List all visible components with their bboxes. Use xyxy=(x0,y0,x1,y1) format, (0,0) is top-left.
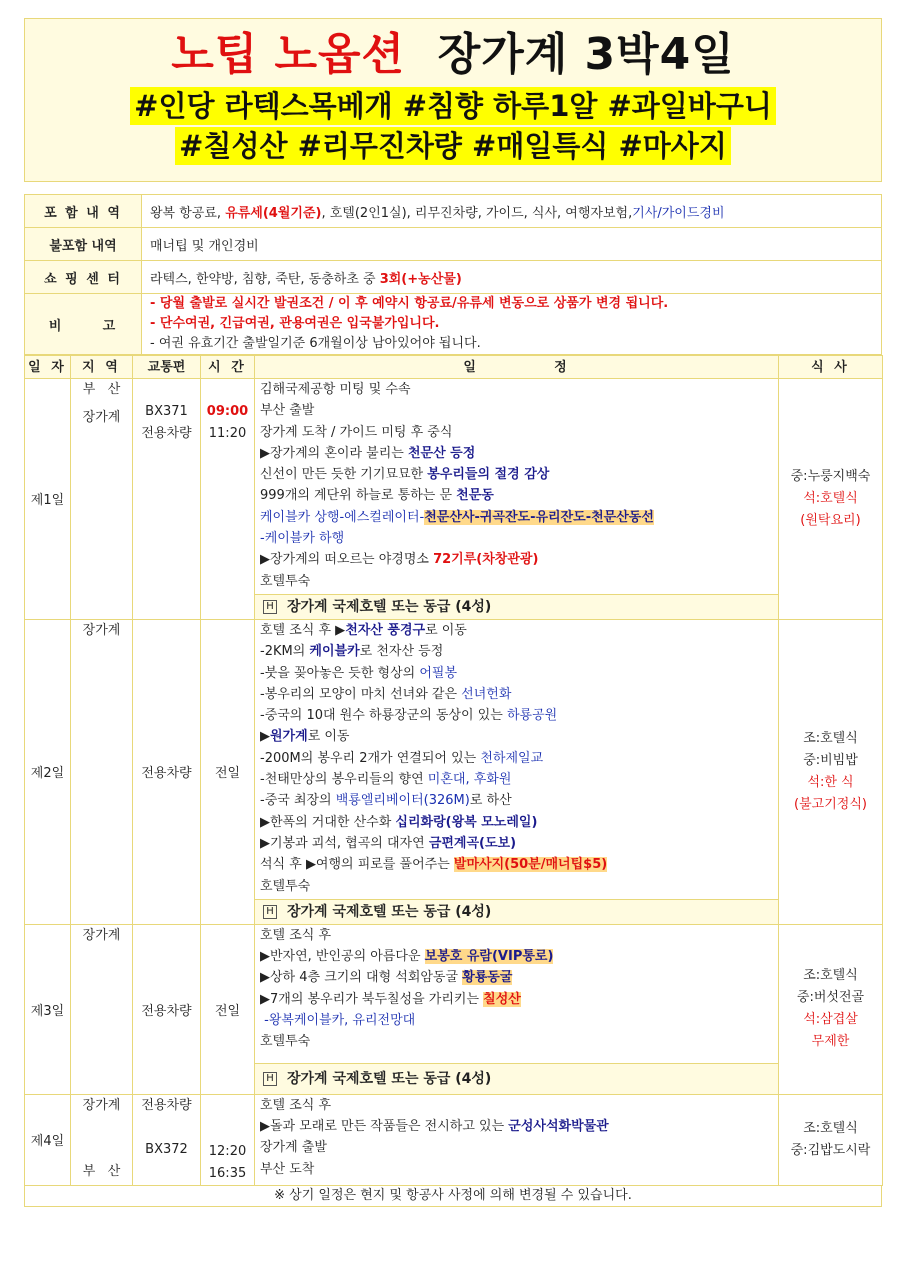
title-black: 장가계 3박4일 xyxy=(437,29,735,80)
itinerary-cell xyxy=(255,379,779,620)
txt: -붓을 꽂아놓은 듯한 형상의 xyxy=(260,665,420,681)
incl-c: , 호텔(2인1실), 리무진차량, 가이드, 식사, 여행자보험, xyxy=(321,205,633,221)
itin-line: 호텔 조식 후 xyxy=(260,927,332,943)
txt: 로 이동 xyxy=(307,729,350,745)
schedule-header xyxy=(25,356,883,379)
col-region: 지 역 xyxy=(71,356,133,379)
schedule-table xyxy=(24,355,883,1186)
col-time: 시 간 xyxy=(201,356,255,379)
shopping-value xyxy=(142,261,882,294)
txt: 호텔 조식 후 ▶ xyxy=(260,622,346,638)
meal: 조:호텔식 xyxy=(803,1120,858,1136)
itin-line: 장가계 도착 / 가이드 미팅 후 중식 xyxy=(260,424,453,440)
highlight: 발마사지(50분/매너팁$5) xyxy=(453,857,608,873)
hotel-name: 장가계 국제호텔 또는 동급 (4성) xyxy=(287,903,492,920)
info-table xyxy=(24,194,882,355)
hotel-row xyxy=(255,594,778,619)
itin-line xyxy=(255,967,778,988)
highlight: 천문동 xyxy=(456,488,494,504)
excluded-row xyxy=(25,228,882,261)
region: 부 산 xyxy=(82,1163,121,1179)
day-label: 제3일 xyxy=(25,924,71,1094)
highlight: 선녀헌화 xyxy=(461,686,512,702)
txt: 로 천자산 등정 xyxy=(359,644,444,660)
note-2: - 단수여권, 긴급여권, 관용여권은 입국불가입니다. xyxy=(150,316,440,331)
excluded-value: 매너팁 및 개인경비 xyxy=(142,228,882,261)
txt: -200M의 봉우리 2개가 연결되어 있는 xyxy=(260,750,481,766)
highlight: 백룡엘리베이터 xyxy=(335,793,424,809)
txt: 999개의 계단위 하늘로 통하는 문 xyxy=(260,488,457,504)
flight-number: BX372 xyxy=(145,1141,188,1157)
note-1: - 당월 출발로 실시간 발권조건 / 이 후 예약시 항공료/유류세 변동으로 상품가 변경 됩니다. xyxy=(150,296,669,311)
txt: 석식 후 ▶여행의 피로를 풀어주는 xyxy=(260,857,454,873)
itin-line xyxy=(255,620,778,641)
flight-number: BX371 xyxy=(145,404,188,419)
notes-label: 비 고 xyxy=(25,294,142,355)
time-cell xyxy=(201,1094,255,1185)
txt: ▶7개의 봉우리가 북두칠성을 가리키는 xyxy=(260,991,484,1007)
highlight: 금편계곡(도보) xyxy=(428,835,517,851)
meal: 중:버섯전골 xyxy=(796,990,865,1006)
highlight: 천하제일교 xyxy=(480,750,544,766)
highlight: (326M) xyxy=(423,793,470,809)
shop-a: 라텍스, 한약방, 침향, 죽탄, 동충하초 중 xyxy=(150,271,380,287)
txt: ▶한폭의 거대한 산수화 xyxy=(260,814,396,830)
hotel-row xyxy=(255,1063,778,1094)
highlight: 칠성산 xyxy=(483,991,521,1007)
col-transport: 교통편 xyxy=(133,356,201,379)
meal-cell xyxy=(779,619,883,924)
included-row xyxy=(25,195,882,228)
time-cell xyxy=(201,379,255,620)
itin-line xyxy=(255,1116,778,1137)
itin-line: -케이블카 하행 xyxy=(260,531,345,547)
itin-line xyxy=(255,641,778,662)
meal-cell xyxy=(779,379,883,620)
col-meal: 식 사 xyxy=(779,356,883,379)
arrival-time: 11:20 xyxy=(208,426,247,441)
txt: ▶반자연, 반인공의 아름다운 xyxy=(260,949,425,965)
itin-line xyxy=(255,507,778,528)
itin-line xyxy=(255,946,778,967)
itin-line: 호텔투숙 xyxy=(260,878,311,894)
txt: ▶돌과 모래로 만든 작품들은 전시하고 있는 xyxy=(260,1118,509,1134)
highlight: 봉우리들의 절경 감상 xyxy=(427,467,550,483)
itin-line xyxy=(255,663,778,684)
meal: 조:호텔식 xyxy=(803,968,858,984)
region: 장가계 xyxy=(82,410,121,425)
txt: 케이블카 상행-에스컬레이터- xyxy=(260,509,425,525)
itin-line xyxy=(255,443,778,464)
txt: ▶장가계의 혼이라 불리는 xyxy=(260,445,408,461)
itin-line xyxy=(255,485,778,506)
time: 전일 xyxy=(201,924,255,1094)
highlight: 하룡공원 xyxy=(506,708,558,724)
region: 장가계 xyxy=(71,924,133,1094)
shop-count: 3회(+농산물) xyxy=(379,271,462,287)
hotel-row xyxy=(255,899,778,924)
highlight: 원가계 xyxy=(270,729,308,745)
fuel-surcharge: 유류세(4월기준) xyxy=(225,205,322,221)
departure-time: 09:00 xyxy=(206,404,249,419)
itin-line xyxy=(255,833,778,854)
meal: 중:비빔밥 xyxy=(803,752,858,768)
highlight: 케이블카 xyxy=(309,644,360,660)
txt: ▶기봉과 괴석, 협곡의 대자연 xyxy=(260,835,429,851)
day-label: 제2일 xyxy=(25,619,71,924)
shopping-row xyxy=(25,261,882,294)
txt: ▶상하 4층 크기의 대형 석회암동굴 xyxy=(260,970,463,986)
meal: 석:한 식 xyxy=(807,774,854,790)
day-row xyxy=(25,619,883,924)
txt: 로 이동 xyxy=(425,622,467,638)
itin-line xyxy=(255,989,778,1010)
itinerary-cell xyxy=(255,924,779,1094)
col-itinerary: 일 정 xyxy=(255,356,779,379)
region: 장가계 xyxy=(82,1097,121,1113)
meal-cell xyxy=(779,924,883,1094)
meal: (원탁요리) xyxy=(800,512,861,528)
txt: -봉우리의 모양이 마치 선녀와 같은 xyxy=(260,686,462,702)
page-title xyxy=(25,19,881,85)
itin-line xyxy=(255,790,778,811)
transport: 전용차량 xyxy=(133,619,201,924)
txt: -천태만상의 봉우리들의 향연 xyxy=(260,772,428,788)
region-cell xyxy=(71,379,133,620)
itin-line xyxy=(255,726,778,747)
meal: 무제한 xyxy=(811,1034,850,1050)
itin-line: 호텔 조식 후 xyxy=(260,1097,332,1113)
itin-line: -왕복케이블카, 유리전망대 xyxy=(260,1013,416,1029)
transport-cell xyxy=(133,1094,201,1185)
itin-line: 부산 도착 xyxy=(260,1161,315,1177)
itin-line xyxy=(255,812,778,833)
highlight: 미혼대, 후화원 xyxy=(427,772,512,788)
highlight: 천문산사-귀곡잔도-유리잔도-천문산동선 xyxy=(424,509,654,525)
title-red: 노팁 노옵션 xyxy=(171,29,406,80)
arrival-time: 16:35 xyxy=(208,1165,247,1181)
region-cell xyxy=(71,1094,133,1185)
transport: 전용차량 xyxy=(133,924,201,1094)
document xyxy=(24,18,882,1207)
excluded-label: 불포함 내역 xyxy=(25,228,142,261)
highlight: 72기루(차창관광) xyxy=(433,552,539,568)
itin-line: 호텔투숙 xyxy=(260,573,311,589)
meal: 중:김밥도시락 xyxy=(790,1142,871,1158)
txt: -중국의 10대 원수 하룡장군의 동상이 있는 xyxy=(260,708,507,724)
title-banner xyxy=(24,18,882,182)
itinerary-cell xyxy=(255,619,779,924)
txt: ▶ xyxy=(260,729,270,745)
hotel-name: 장가계 국제호텔 또는 동급 (4성) xyxy=(287,1070,492,1087)
day-row xyxy=(25,924,883,1094)
footer-note: ※ 상기 일정은 현지 및 항공사 사정에 의해 변경될 수 있습니다. xyxy=(24,1186,882,1207)
highlight: 보봉호 유람(VIP통로) xyxy=(424,949,554,965)
transport: 전용차량 xyxy=(141,1097,192,1113)
time: 전일 xyxy=(201,619,255,924)
incl-a: 왕복 항공료, xyxy=(150,205,226,221)
transport-cell xyxy=(133,379,201,620)
itin-line: 부산 출발 xyxy=(260,403,315,419)
transport: 전용차량 xyxy=(141,426,192,441)
hotel-icon: H xyxy=(263,905,277,919)
itin-line xyxy=(255,769,778,790)
itinerary-cell xyxy=(255,1094,779,1185)
itin-line xyxy=(255,748,778,769)
itin-line: 김해국제공항 미팅 및 수속 xyxy=(260,382,411,397)
itin-line xyxy=(255,705,778,726)
tag-line-1: #인당 라텍스목베개 #침향 하루1알 #과일바구니 xyxy=(130,87,776,125)
itin-line xyxy=(255,684,778,705)
highlight: 군성사석화박물관 xyxy=(508,1118,609,1134)
col-day: 일 자 xyxy=(25,356,71,379)
hotel-name: 장가계 국제호텔 또는 동급 (4성) xyxy=(287,598,492,615)
highlight: 천자산 풍경구 xyxy=(345,622,426,638)
itin-line xyxy=(255,464,778,485)
itin-line: 장가계 출발 xyxy=(260,1140,327,1156)
itin-line: 호텔투숙 xyxy=(260,1034,311,1050)
highlight: 황룡동굴 xyxy=(462,970,513,986)
included-value xyxy=(142,195,882,228)
shopping-label: 쇼 핑 센 터 xyxy=(25,261,142,294)
meal: 중:누룽지백숙 xyxy=(790,468,871,484)
day-label: 제1일 xyxy=(25,379,71,620)
itin-line xyxy=(255,854,778,875)
included-label: 포 함 내 역 xyxy=(25,195,142,228)
day-row xyxy=(25,379,883,620)
txt: 로 하산 xyxy=(469,793,512,809)
hotel-icon: H xyxy=(263,600,277,614)
txt: 신선이 만든 듯한 기기묘묘한 xyxy=(260,467,428,483)
meal: (불고기정식) xyxy=(794,796,867,812)
notes-value xyxy=(142,294,882,355)
day-row xyxy=(25,1094,883,1185)
highlight: 십리화랑(왕복 모노레일) xyxy=(395,814,538,830)
txt: -2KM의 xyxy=(260,644,310,660)
region: 장가계 xyxy=(71,619,133,924)
highlight: 어필봉 xyxy=(419,665,458,681)
driver-guide-fee: 기사/가이드경비 xyxy=(632,205,725,221)
itin-line xyxy=(255,549,778,570)
meal: 조:호텔식 xyxy=(803,730,858,746)
notes-row xyxy=(25,294,882,355)
note-3: - 여권 유효기간 출발일기준 6개월이상 남아있어야 됩니다. xyxy=(150,336,481,351)
meal-cell xyxy=(779,1094,883,1185)
tag-line-2: #칠성산 #리무진차량 #매일특식 #마사지 xyxy=(175,127,731,165)
meal: 석:호텔식 xyxy=(803,490,858,506)
hotel-icon: H xyxy=(263,1072,277,1086)
day-label: 제4일 xyxy=(25,1094,71,1185)
region: 부 산 xyxy=(82,382,121,397)
txt: -중국 최장의 xyxy=(260,793,336,809)
highlight: 천문산 등정 xyxy=(407,445,476,461)
meal: 석:삼겹살 xyxy=(803,1012,858,1028)
departure-time: 12:20 xyxy=(208,1143,247,1159)
txt: ▶장가계의 떠오르는 야경명소 xyxy=(260,552,434,568)
